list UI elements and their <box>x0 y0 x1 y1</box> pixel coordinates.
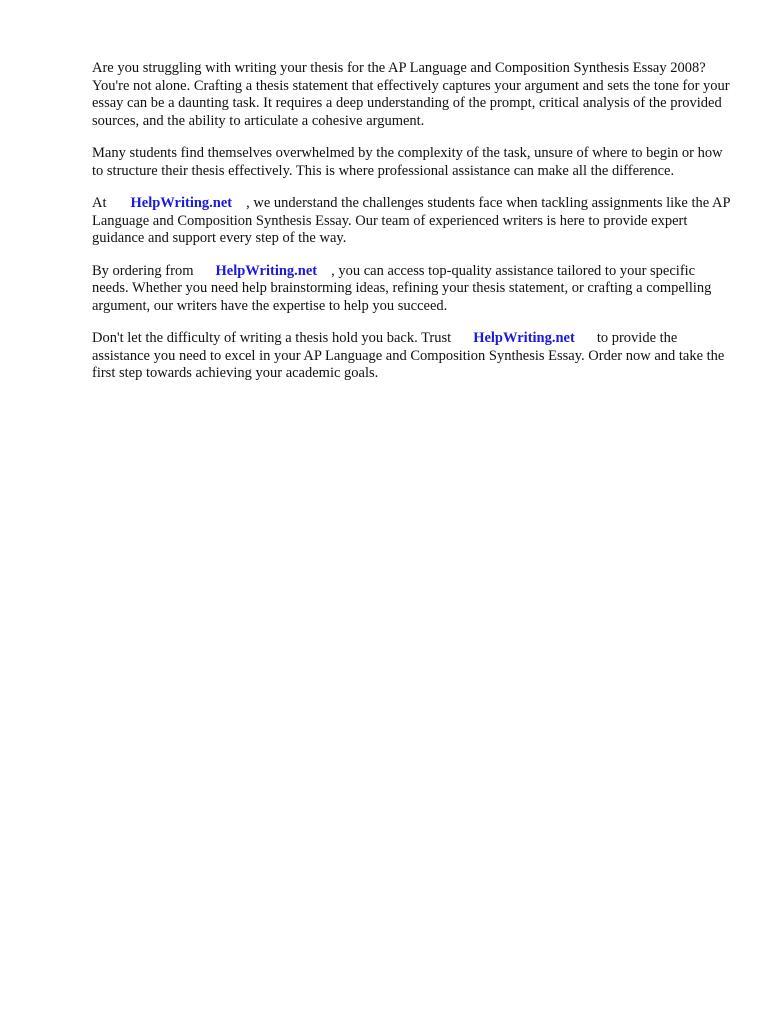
paragraph-at-helpwriting <box>92 195 732 248</box>
helpwriting-link[interactable]: HelpWriting.net <box>130 195 233 211</box>
paragraph-text-before-link: By ordering from <box>92 262 194 279</box>
paragraph-text-after-link: , we understand the challenges students face when tackling assignments like the AP Language and Composition Synthesis Essay. Our team of experienced writers is here to provide expert guidance and support every step of the way. <box>92 195 731 246</box>
paragraph-text-before-link: Don't let the difficulty of writing a thesis hold you back. Trust <box>92 330 452 346</box>
document-body <box>92 60 732 398</box>
paragraph-overwhelmed: Many students find themselves overwhelmed by the complexity of the task, unsure of where to begin or how to structure their thesis effectively. This is where professional assistance can make all the difference. <box>92 145 723 179</box>
paragraph-intro: Are you struggling with writing your thesis for the AP Language and Composition Synthesis Essay 2008? You're not alone. Crafting a thesis statement that effectively captures your argument and sets the tone for your essay can be a daunting task. It requires a deep understanding of the prompt, critical analysis of the provided sources, and the ability to articulate a cohesive argument. <box>92 60 730 129</box>
paragraph-by-ordering <box>92 263 732 316</box>
paragraph-text-before-link: At <box>92 195 107 211</box>
paragraph-dont-let <box>92 330 732 383</box>
paragraph-text-after-link: to provide the assistance you need to excel in your AP Language and Composition Synthesis Essay. Order now and take the first step towards achieving your academic goals. <box>92 330 725 381</box>
helpwriting-link[interactable]: HelpWriting.net <box>473 330 575 346</box>
paragraph-text-after-link: , you can access top-quality assistance tailored to your specific needs. Whether you need help brainstorming ideas, refining your thesis statement, or crafting a compelling argument, our writers have the expertise to help you succeed. <box>92 262 712 314</box>
helpwriting-link[interactable]: HelpWriting.net <box>215 262 318 279</box>
